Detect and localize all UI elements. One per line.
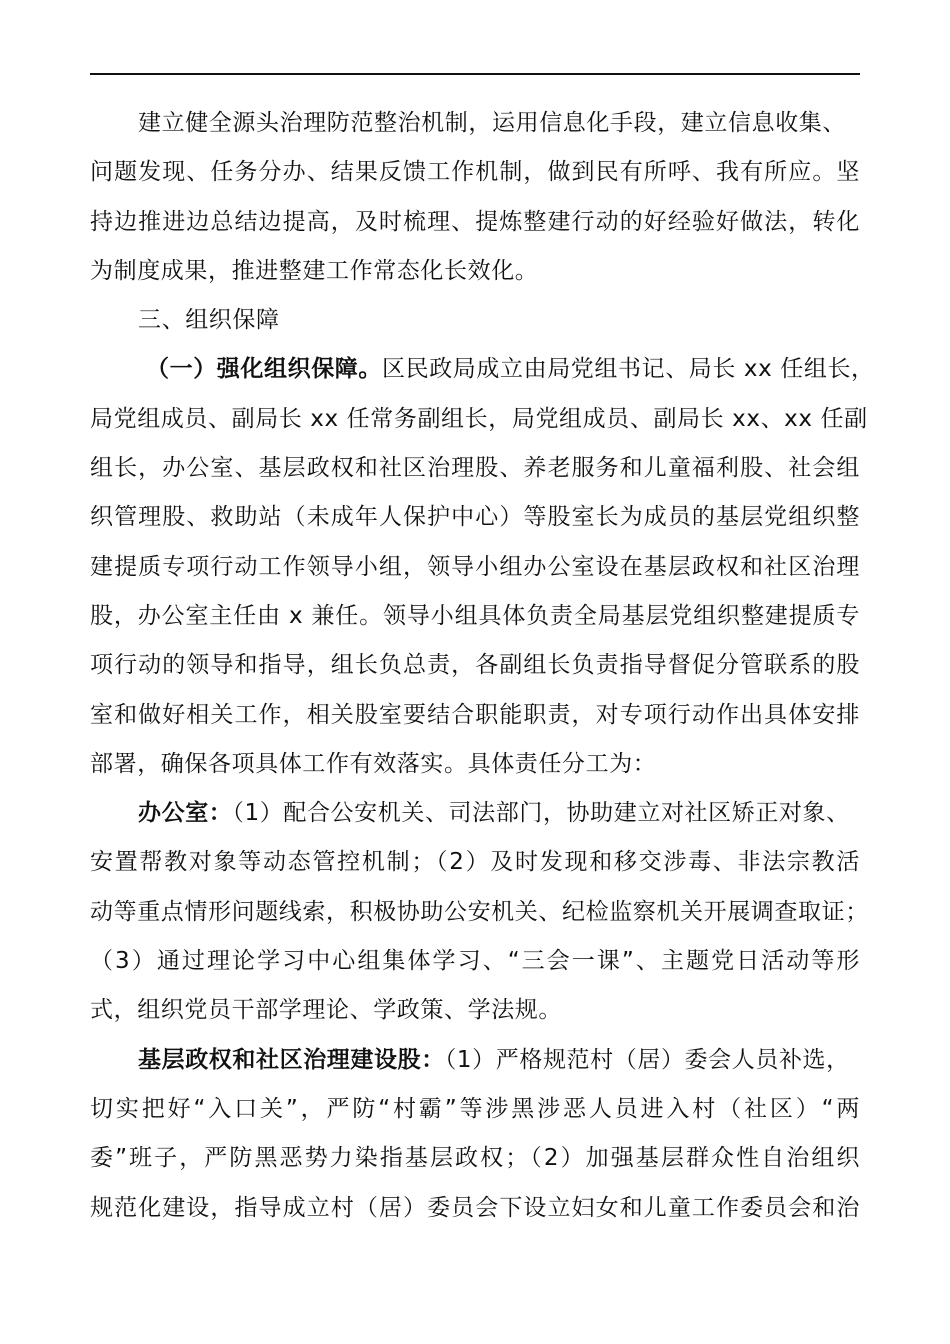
paragraph-line: （3）通过理论学习中心组集体学习、“三会一课”、主题党日活动等形 [90, 948, 860, 975]
paragraph-text: （1）配合公安机关、司法部门，协助建立对社区矫正对象、 [232, 800, 850, 827]
paragraph-line: 动等重点情形问题线索，积极协助公安机关、纪检监察机关开展调查取证； [90, 898, 869, 925]
paragraph-line: 切实把好“入口关”，严防“村霸”等涉黑涉恶人员进入村（社区）“两 [90, 1095, 860, 1122]
paragraph-line: 项行动的领导和指导，组长负总责，各副组长负责指导督促分管联系的股 [90, 652, 860, 679]
paragraph-line: 式，组织党员干部学理论、学政策、学法规。 [90, 997, 562, 1024]
section-heading: 三、组织保障 [138, 307, 280, 334]
header-rule [90, 73, 860, 75]
subsection-heading: （一）强化组织保障。 [146, 356, 382, 383]
paragraph-line: 股，办公室主任由 x 兼任。领导小组具体负责全局基层党组织整建提质专 [90, 602, 860, 629]
paragraph-line: 局党组成员、副局长 xx 任常务副组长，局党组成员、副局长 xx、xx 任副 [90, 405, 868, 432]
paragraph-line: 规范化建设，指导成立村（居）委员会下设立妇女和儿童工作委员会和治 [90, 1194, 860, 1221]
paragraph-line: 建立健全源头治理防范整治机制，运用信息化手段，建立信息收集、 [138, 110, 846, 136]
paragraph-line: 部署，确保各项具体工作有效落实。具体责任分工为： [90, 750, 657, 777]
paragraph-line: 建提质专项行动工作领导小组，领导小组办公室设在基层政权和社区治理 [90, 553, 860, 580]
paragraph-text: 区民政局成立由局党组书记、局长 xx 任组长， [382, 356, 875, 383]
paragraph-line: 室和做好相关工作，相关股室要结合职能职责，对专项行动作出具体安排 [90, 701, 860, 728]
paragraph-line: 安置帮教对象等动态管控机制；（2）及时发现和移交涉毒、非法宗教活 [90, 849, 860, 876]
paragraph-text: （1）严格规范村（居）委会人员补选， [444, 1046, 850, 1073]
paragraph-line: 组长，办公室、基层政权和社区治理股、养老服务和儿童福利股、社会组 [90, 455, 860, 482]
department-label: 办公室： [138, 800, 233, 827]
paragraph-line [90, 345, 875, 394]
paragraph-line [90, 789, 860, 838]
paragraph-line: 织管理股、救助站（未成年人保护中心）等股室长为成员的基层党组织整 [90, 504, 860, 531]
department-label: 基层政权和社区治理建设股： [138, 1046, 445, 1073]
paragraph-line: 问题发现、任务分办、结果反馈工作机制，做到民有所呼、我有所应。坚 [90, 159, 860, 186]
paragraph-line: 持边推进边总结边提高，及时梳理、提炼整建行动的好经验好做法，转化 [90, 208, 860, 235]
paragraph-line [90, 1036, 860, 1085]
document-body [90, 99, 875, 1233]
paragraph-line: 为制度成果，推进整建工作常态化长效化。 [90, 257, 539, 284]
paragraph-line: 委”班子，严防黑恶势力染指基层政权；（2）加强基层群众性自治组织 [90, 1145, 860, 1172]
